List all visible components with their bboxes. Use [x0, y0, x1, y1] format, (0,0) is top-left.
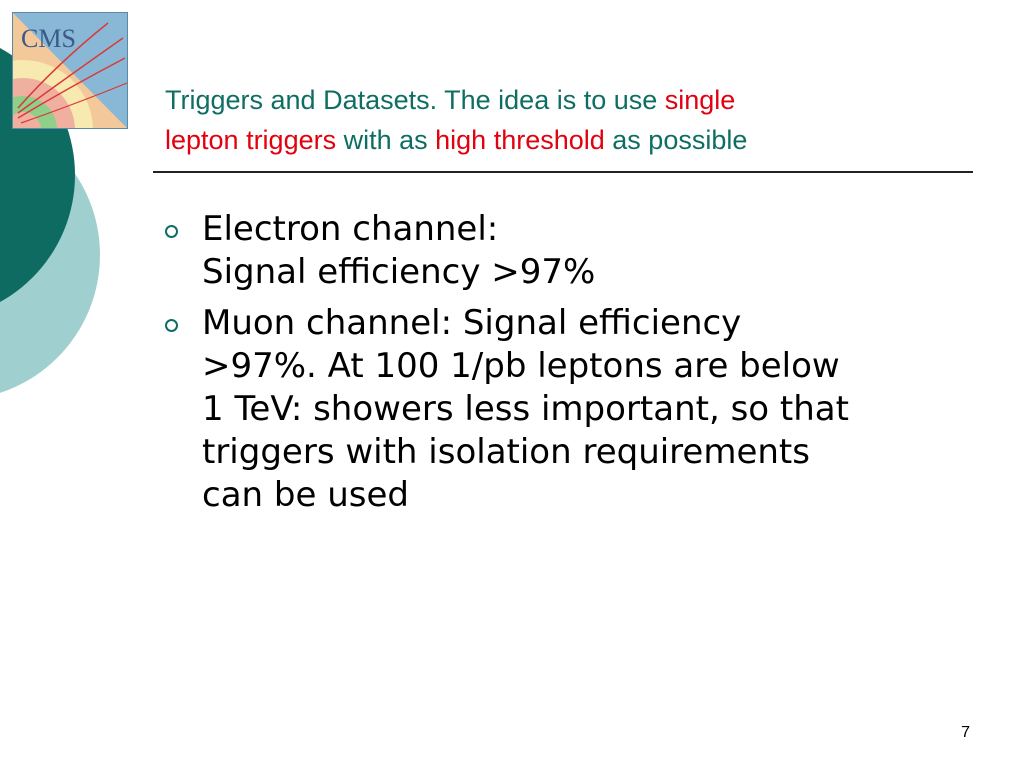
- slide-title: [165, 80, 985, 160]
- page-number: 7: [961, 724, 970, 741]
- title-text: with as: [336, 125, 436, 155]
- bullet-line: Electron channel:: [202, 209, 499, 249]
- title-text: as possible: [604, 125, 748, 155]
- cms-logo-graphic: [13, 13, 128, 129]
- logo-text: CMS: [21, 24, 76, 53]
- title-highlight: single: [664, 85, 736, 115]
- bullet-line: Muon channel: Signal efficiency: [202, 303, 742, 343]
- title-line-1: [165, 80, 985, 120]
- bullet-line: >97%. At 100 1/pb leptons are below: [202, 346, 840, 386]
- bullet-muon-channel: [165, 302, 995, 517]
- bullet-line: triggers with isolation requirements: [202, 432, 810, 472]
- title-line-2: [165, 120, 985, 160]
- bullet-circle-icon: [165, 225, 178, 238]
- bullet-electron-channel: [165, 208, 995, 294]
- cms-logo-icon: [12, 12, 128, 129]
- bullet-line: can be used: [202, 475, 409, 515]
- title-highlight: lepton triggers: [165, 125, 337, 155]
- title-divider: [153, 171, 973, 173]
- bullet-circle-icon: [165, 319, 178, 332]
- title-text: Triggers and Datasets. The idea is to use: [165, 85, 665, 115]
- bullet-line: Signal efficiency >97%: [202, 252, 596, 292]
- bullet-line: 1 TeV: showers less important, so that: [202, 389, 849, 429]
- title-highlight: high threshold: [435, 125, 605, 155]
- bullet-list: [165, 208, 995, 525]
